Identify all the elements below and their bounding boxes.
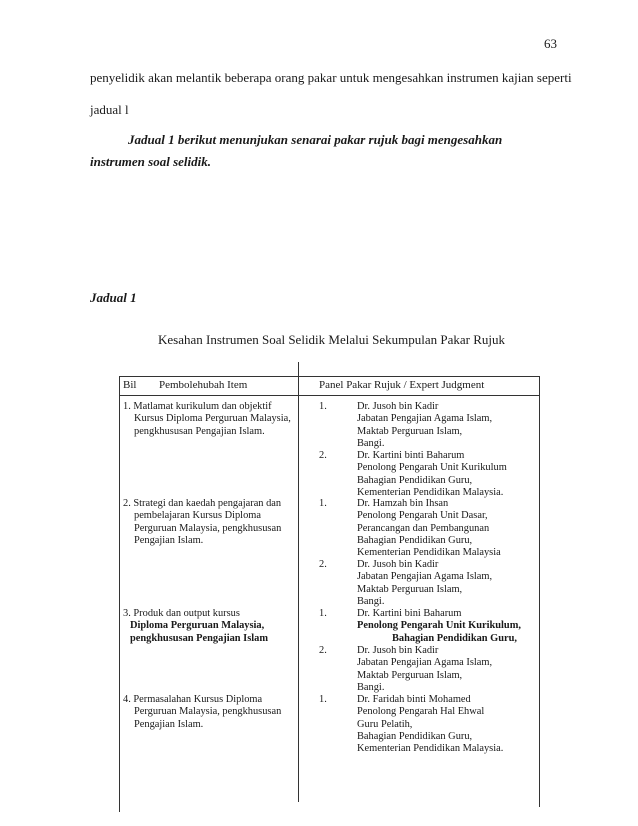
row-2-expert-1: [357, 498, 501, 559]
expert-line: Dr. Jusoh bin Kadir: [357, 401, 439, 412]
expert-line: Bangi.: [357, 595, 385, 607]
row-4-item-line: Pengajian Islam.: [134, 718, 204, 730]
row-3-item-line: 3. Produk dan output kursus: [123, 608, 240, 619]
expert-line: Penolong Pengarah Unit Kurikulum: [357, 462, 507, 474]
intro-text-line-2: jadual l: [90, 102, 129, 117]
row-4-item-line: 4. Permasalahan Kursus Diploma: [123, 694, 263, 705]
header-item: Pembolehubah Item: [159, 379, 248, 391]
table-bottom-tick: [119, 806, 120, 812]
expert-line: Dr. Jusoh bin Kadir: [357, 645, 439, 656]
intro-text-line-1: penyelidik akan melantik beberapa orang pakar untuk mengesahkan instrumen kajian seperti: [90, 70, 572, 85]
row-4-expert-1: [357, 694, 503, 755]
expert-line: Bahagian Pendidikan Guru,: [357, 730, 473, 742]
expert-line: Maktab Perguruan Islam,: [357, 669, 463, 681]
caption-line-1: Jadual 1 berikut menunjukan senarai pakar rujuk bagi mengesahkan: [128, 132, 503, 147]
row-3-expert-1-number: 1.: [319, 608, 327, 619]
row-3-item: [123, 608, 268, 645]
expert-line: Bahagian Pendidikan Guru,: [392, 632, 518, 644]
row-4-item: [123, 694, 281, 731]
expert-line: Penolong Pengarah Unit Kurikulum,: [357, 620, 521, 632]
table-header-divider: [119, 395, 540, 396]
caption-line-2: instrumen soal selidik.: [90, 154, 211, 169]
expert-line: Dr. Kartini binti Baharum: [357, 450, 465, 461]
table-label: Jadual 1: [90, 290, 137, 305]
row-3-expert-2-number: 2.: [319, 645, 327, 656]
row-1-item: [123, 401, 291, 438]
row-1-item-line: 1. Matlamat kurikulum dan objektif: [123, 401, 272, 412]
table-title: Kesahan Instrumen Soal Selidik Melalui Sekumpulan Pakar Rujuk: [158, 332, 505, 347]
page-number: 63: [544, 36, 557, 51]
row-4-expert-1-number: 1.: [319, 694, 327, 705]
expert-line: Guru Pelatih,: [357, 718, 413, 730]
row-1-expert-2-number: 2.: [319, 450, 327, 461]
row-3-expert-1: [357, 608, 521, 645]
row-2-item-line: Pengajian Islam.: [134, 534, 204, 546]
expert-line: Jabatan Pengajian Agama Islam,: [357, 413, 493, 425]
header-panel: Panel Pakar Rujuk / Expert Judgment: [319, 379, 485, 391]
expert-line: Bahagian Pendidikan Guru,: [357, 534, 473, 546]
row-2-item-line: pembelajaran Kursus Diploma: [134, 510, 261, 522]
row-1-item-line: Kursus Diploma Perguruan Malaysia,: [134, 413, 291, 425]
row-3-item-line: pengkhususan Pengajian Islam: [130, 632, 269, 644]
expert-line: Dr. Jusoh bin Kadir: [357, 559, 439, 570]
row-1-item-line: pengkhususan Pengajian Islam.: [134, 425, 265, 437]
expert-line: Kementerian Pendidikan Malaysia: [357, 547, 501, 559]
table-column-divider: [298, 362, 299, 802]
row-1-expert-1: [357, 401, 492, 450]
expert-line: Dr. Faridah binti Mohamed: [357, 694, 471, 705]
expert-line: Jabatan Pengajian Agama Islam,: [357, 571, 493, 583]
row-1-expert-1-number: 1.: [319, 401, 327, 412]
expert-line: Penolong Pengarah Unit Dasar,: [357, 510, 488, 522]
expert-line: Bahagian Pendidikan Guru,: [357, 474, 473, 486]
row-3-expert-2: [357, 645, 492, 694]
row-2-expert-1-number: 1.: [319, 498, 327, 509]
expert-line: Maktab Perguruan Islam,: [357, 425, 463, 437]
expert-line: Maktab Perguruan Islam,: [357, 583, 463, 595]
expert-line: Kementerian Pendidikan Malaysia.: [357, 743, 504, 755]
row-2-item-line: 2. Strategi dan kaedah pengajaran dan: [123, 498, 282, 509]
expert-line: Bangi.: [357, 437, 385, 449]
row-2-item: [123, 498, 281, 547]
row-2-item-line: Perguruan Malaysia, pengkhususan: [134, 522, 282, 534]
expert-line: Bangi.: [357, 681, 385, 693]
expert-line: Kementerian Pendidikan Malaysia.: [357, 486, 504, 498]
row-2-expert-2: [357, 559, 492, 608]
expert-line: Penolong Pengarah Hal Ehwal: [357, 706, 485, 718]
row-3-item-line: Diploma Perguruan Malaysia,: [130, 620, 265, 632]
row-4-item-line: Perguruan Malaysia, pengkhususan: [134, 706, 282, 718]
header-bil: Bil: [123, 379, 137, 391]
row-1-expert-2: [357, 450, 507, 499]
row-2-expert-2-number: 2.: [319, 559, 327, 570]
expert-line: Jabatan Pengajian Agama Islam,: [357, 657, 493, 669]
expert-line: Perancangan dan Pembangunan: [357, 522, 490, 534]
expert-line: Dr. Hamzah bin Ihsan: [357, 498, 449, 509]
expert-line: Dr. Kartini bini Baharum: [357, 608, 462, 619]
